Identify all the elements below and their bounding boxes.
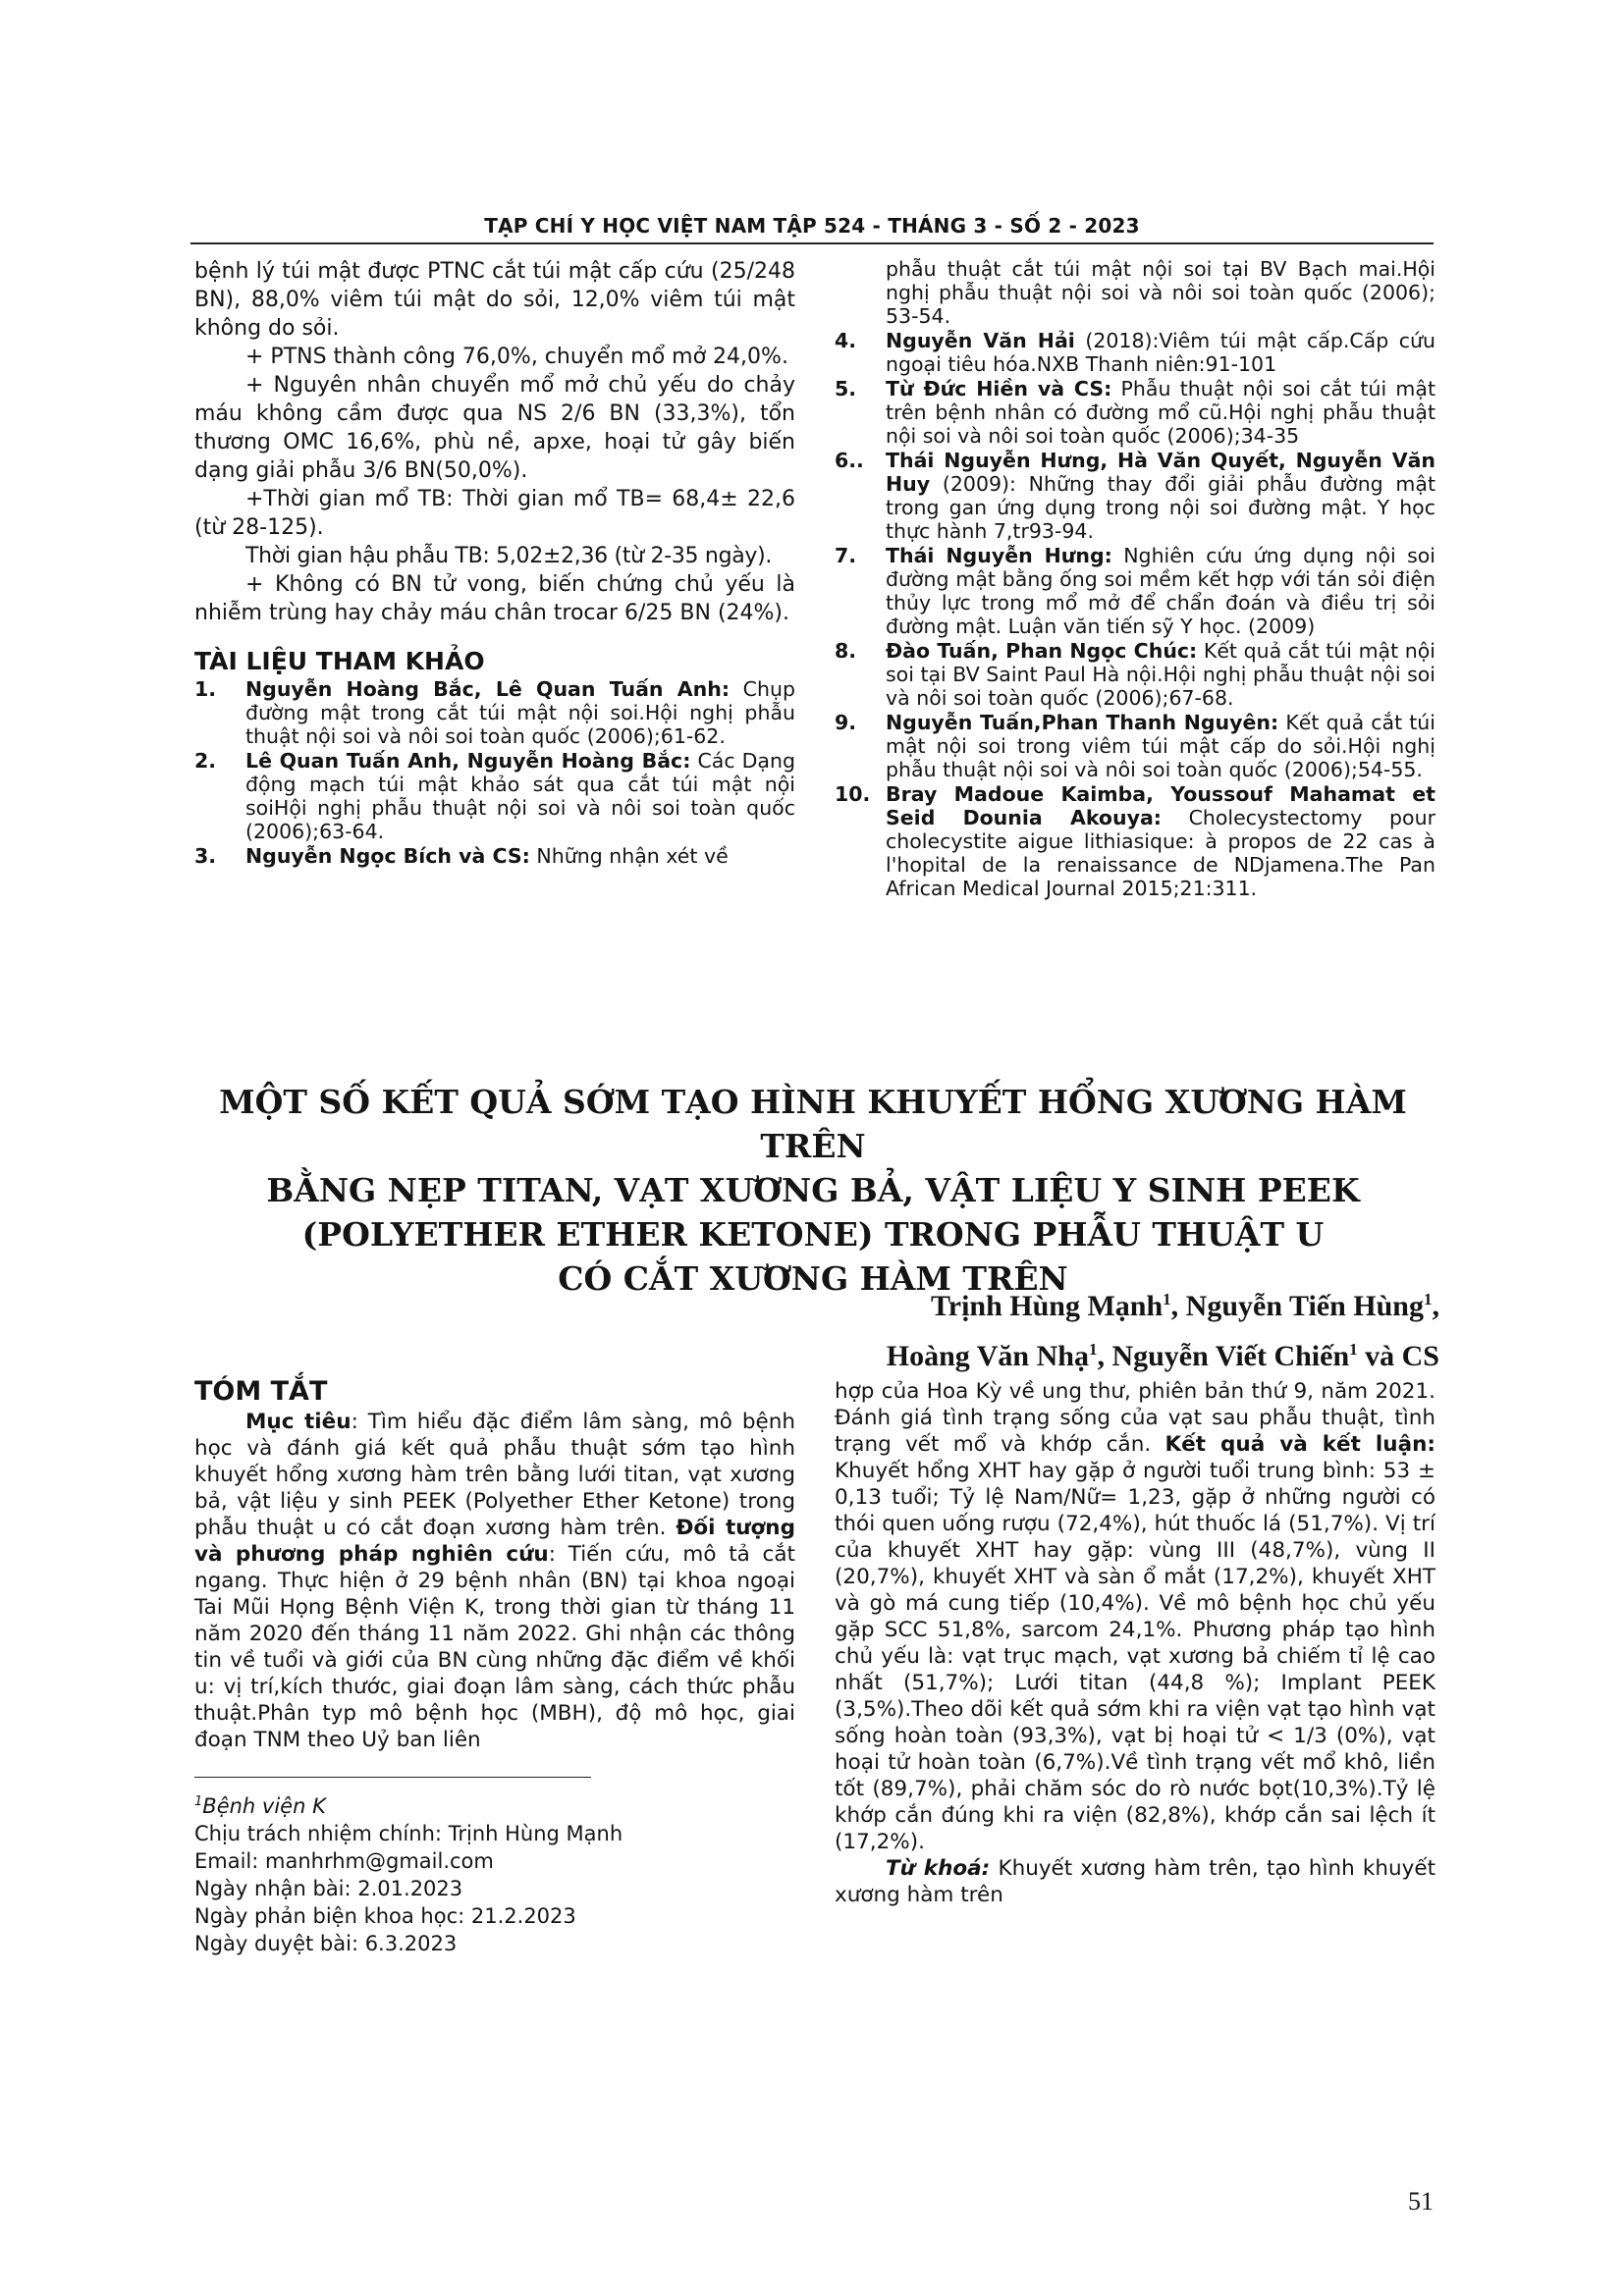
article-title xyxy=(196,1080,1430,1301)
abstract-paragraph: Mục tiêu: Tìm hiểu đặc điểm lâm sàng, mô bệnh học và đánh giá kết quả phẫu thuật sớm tạo hình khuyết hổng xương hàm trên bằng lưới titan, vạt xương bả, vật liệu y sinh PEEK (Polyether Ether Ketone) trong phẫu thuật u có cắt đoạn xương hàm trên. Đối tượng và phương pháp nghiên cứu: Tiến cứu, mô tả cắt ngang. Thực hiện ở 29 bệnh nhân (BN) tại khoa ngoại Tai Mũi Họng Bệnh Viện K, trong thời gian từ tháng 11 năm 2020 đến tháng 11 năm 2022. Ghi nhận các thông tin về tuổi và giới của BN cùng những đặc điểm về khối u: vị trí,kích thước, giai đoạn lâm sàng, cách thức phẫu thuật.Phân typ mô bệnh học (MBH), độ mô học, giai đoạn TNM theo Uỷ ban liên xyxy=(194,1410,795,1752)
page-number: 51 xyxy=(1408,2187,1434,2216)
reference-item: 4. Nguyễn Văn Hải (2018):Viêm túi mật cấp.Cấp cứu ngoại tiêu hóa.NXB Thanh niên:91-101 xyxy=(835,329,1436,376)
title-line: CÓ CẮT XƯƠNG HÀM TRÊN xyxy=(558,1259,1068,1298)
title-line: (POLYETHER ETHER KETONE) TRONG PHẪU THUẬT U xyxy=(301,1215,1325,1254)
reference-item: 1. Nguyễn Hoàng Bắc, Lê Quan Tuấn Anh: Chụp đường mật trong cắt túi mật nội soi.Hội nghị phẫu thuật nội soi và nôi soi toàn quốc (2006);61-62. xyxy=(194,677,795,748)
footnote-line: Ngày duyệt bài: 6.3.2023 xyxy=(194,1932,458,1955)
paragraph: + Không có BN tử vong, biến chứng chủ yếu là nhiễm trùng hay chảy máu chân trocar 6/25 BN (24%). xyxy=(194,572,795,625)
reference-item: 3. Nguyễn Ngọc Bích và CS: Những nhận xét về xyxy=(194,844,729,868)
reference-item: 2. Lê Quan Tuấn Anh, Nguyễn Hoàng Bắc: Các Dạng động mạch túi mật khảo sát qua cắt túi mật nội soiHội nghị phẫu thuật nội soi và nôi soi toàn quốc (2006);63-64. xyxy=(194,749,795,843)
paragraph: + Nguyên nhân chuyển mổ mở chủ yếu do chảy máu không cầm được qua NS 2/6 BN (33,3%), tổn thương OMC 16,6%, phù nề, apxe, hoại tử gây biến dạng giải phẫu 3/6 BN(50,0%). xyxy=(194,373,795,483)
authors-line: Trịnh Hùng Mạnh$^1$, Nguyễn Tiến Hùng$^1$, xyxy=(930,1290,1439,1322)
footnote-line: Chịu trách nhiệm chính: Trịnh Hùng Mạnh xyxy=(194,1822,623,1845)
prev-article-left-column xyxy=(194,257,795,869)
reference-item: 6.. Thái Nguyễn Hưng, Hà Văn Quyết, Nguyễn Văn Huy (2009): Những thay đổi giải phẫu đường mật trong gan ứng dụng trong nội soi đường mật. Y học thực hành 7,tr93-94. xyxy=(835,449,1435,543)
authors-line: Hoàng Văn Nhạ$^1$, Nguyễn Viết Chiến$^1$ và CS xyxy=(886,1340,1439,1372)
abstract-right-column xyxy=(835,1378,1435,1908)
keywords: Từ khoá: Khuyết xương hàm trên, tạo hình khuyết xương hàm trên xyxy=(835,1856,1435,1907)
paragraph: + PTNS thành công 76,0%, chuyển mổ mở 24,0%. xyxy=(245,345,788,369)
reference-item: 9. Nguyễn Tuấn,Phan Thanh Nguyên: Kết quả cắt túi mật nội soi trong viêm túi mật cấp do sỏi.Hội nghị phẫu thuật nội soi và nôi soi toàn quốc (2006);54-55. xyxy=(835,711,1435,781)
reference-item: 10. Bray Madoue Kaimba, Youssouf Mahamat et Seid Dounia Akouya: Cholecystectomy pour cholecystite aigue lithiasique: à propos de 22 cas à l'hopital de la renaissance de NDjamena.The Pan African Medical Journal 2015;21:311. xyxy=(835,782,1435,900)
article-authors xyxy=(687,1278,1439,1378)
paragraph: bệnh lý túi mật được PTNC cắt túi mật cấp cứu (25/248 BN), 88,0% viêm túi mật do sỏi, 12,0% viêm túi mật không do sỏi. xyxy=(194,259,795,341)
header-rule xyxy=(190,242,1434,244)
references-title: TÀI LIỆU THAM KHẢO xyxy=(194,647,485,675)
reference-item: 7. Thái Nguyễn Hưng: Nghiên cứu ứng dụng nội soi đường mật bằng ống soi mềm kết hợp với tán sỏi điện thủy lực trong mổ mở để chẩn đoán và điều trị sỏi đường mật. Luận văn tiến sỹ Y học. (2009) xyxy=(835,544,1435,638)
abstract-left-column xyxy=(194,1378,795,1753)
prev-article-right-column xyxy=(835,257,1435,901)
affiliation: $^1$Bệnh viện K xyxy=(194,1794,326,1818)
footnote-rule xyxy=(194,1777,591,1778)
journal-header: TẠP CHÍ Y HỌC VIỆT NAM TẬP 524 - THÁNG 3 - SỐ 2 - 2023 xyxy=(484,214,1140,238)
abstract-title: TÓM TẮT xyxy=(194,1376,328,1407)
abstract-paragraph: hợp của Hoa Kỳ về ung thư, phiên bản thứ 9, năm 2021. Đánh giá tình trạng sống của vạt sau phẫu thuật, tình trạng vết mổ và khớp cắn. Kết quả và kết luận: Khuyết hổng XHT hay gặp ở người tuổi trung bình: 53 ± 0,13 tuổi; Tỷ lệ Nam/Nữ= 1,23, gặp ở những người có thói quen uống rượu (72,4%), hút thuốc lá (51,7%). Vị trí của khuyết XHT hay gặp: vùng III (48,7%), vùng II (20,7%), khuyết XHT và sàn ổ mắt (17,2%), khuyết XHT và gò má cung tiếp (10,4%). Về mô bệnh học chủ yếu gặp SCC 51,8%, sarcom 24,1%. Phương pháp tạo hình chủ yếu là: vạt trục mạch, vạt xương bả chiếm tỉ lệ cao nhất (51,7%); Lưới titan (44,8 %); Implant PEEK (3,5%).Theo dõi kết quả sớm khi ra viện vạt tạo hình vạt sống hoàn toàn (93,3%), vạt bị hoại tử < 1/3 (0%), vạt hoại tử hoàn toàn (6,7%).Về tình trạng vết mổ khô, liền tốt (89,7%), phải chăm sóc do rò nước bọt(10,3%).Tỷ lệ khớp cắn đúng khi ra viện (82,8%), khớp cắn sai lệch ít (17,2%). xyxy=(835,1379,1435,1854)
footnote xyxy=(194,1789,666,1957)
footnote-line: Email: manhrhm@gmail.com xyxy=(194,1849,494,1873)
title-line: MỘT SỐ KẾT QUẢ SỚM TẠO HÌNH KHUYẾT HỔNG XƯƠNG HÀM TRÊN xyxy=(219,1083,1407,1165)
footnote-line: Ngày nhận bài: 2.01.2023 xyxy=(194,1877,463,1900)
reference-continuation: phẫu thuật cắt túi mật nội soi tại BV Bạch mai.Hội nghị phẫu thuật nội soi và nôi soi toàn quốc (2006); 53-54. xyxy=(886,257,1435,328)
references-list-right xyxy=(835,257,1435,900)
references-list-left xyxy=(194,677,795,868)
paragraph: +Thời gian mổ TB: Thời gian mổ TB= 68,4± 22,6 (từ 28-125). xyxy=(194,487,795,540)
paragraph: Thời gian hậu phẫu TB: 5,02±2,36 (từ 2-35 ngày). xyxy=(245,544,773,568)
title-line: BẰNG NẸP TITAN, VẠT XƯƠNG BẢ, VẬT LIỆU Y SINH PEEK xyxy=(266,1171,1360,1209)
reference-item: 5. Từ Đức Hiền và CS: Phẫu thuật nội soi cắt túi mật trên bệnh nhân có đường mổ cũ.Hội nghị phẫu thuật nội soi và nôi soi toàn quốc (2006);34-35 xyxy=(835,377,1435,448)
reference-item: 8. Đào Tuấn, Phan Ngọc Chúc: Kết quả cắt túi mật nội soi tại BV Saint Paul Hà nội.Hội nghị phẫu thuật nội soi và nôi soi toàn quốc (2006);67-68. xyxy=(835,639,1435,710)
footnote-line: Ngày phản biện khoa học: 21.2.2023 xyxy=(194,1904,576,1928)
